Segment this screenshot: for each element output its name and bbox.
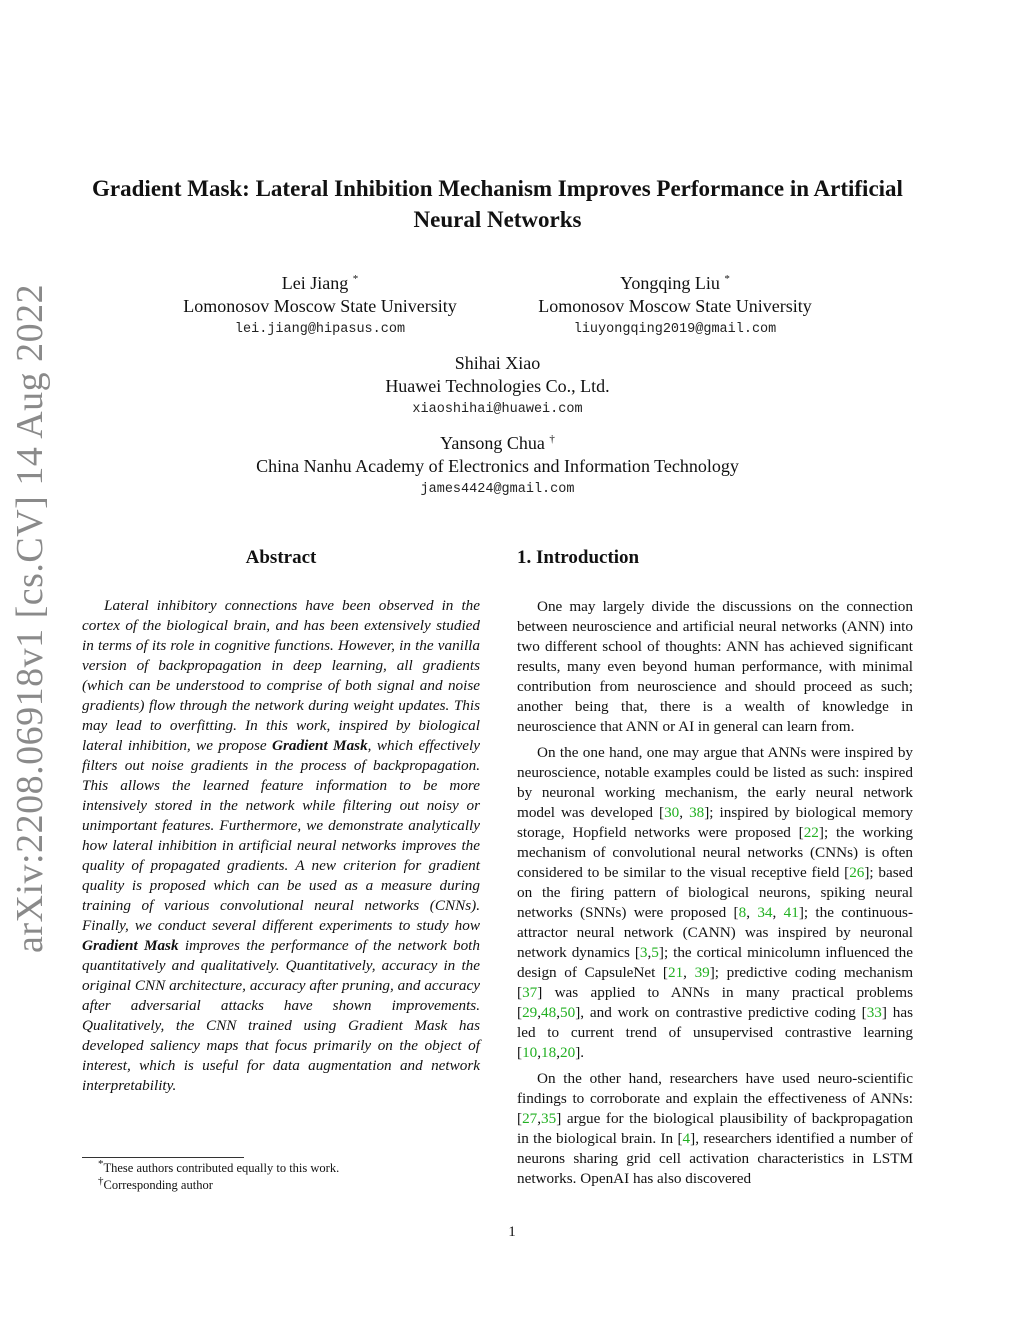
citation-link[interactable]: 20 <box>560 1044 576 1061</box>
intro-paragraph-2: On the one hand, one may argue that ANNs were inspired by neuroscience, notable examples could be listed as such: inspired by neuronal working mechanism, the early neural network model was developed [30, 38]; inspired by biological memory storage, Hopfield networks were proposed [22]; the working mechanism of convolutional neural networks (CNNs) is often considered to be similar to the visual receptive field [26]; based on the firing pattern of biological neurons, spiking neural networks (SNNs) were proposed [8, 34, 41]; the continuous-attractor neural network (CANN) was inspired by neuronal network dynamics [3,5]; the cortical minicolumn influenced the design of CapsuleNet [21, 39]; predictive coding mechanism [37] was applied to ANNs in many practical problems [29,48,50], and work on contrastive predictive coding [33] has led to current trend of unsupervised contrastive learning [10,18,20]. <box>517 744 914 1061</box>
citation-link[interactable]: 4 <box>682 1130 691 1147</box>
author-block-1 <box>150 272 490 342</box>
abstract-heading: Abstract <box>245 547 317 568</box>
intro-paragraph-1: One may largely divide the discussions on the connection between neuroscience and artificial neural networks (ANN) into two different school of thoughts: ANN has achieved significant results, many even beyond human performance, with minimal contribution from neuroscience and should proceed as such; another being that, there is a wealth of knowledge in neuroscience that ANN or AI in general can learn from. <box>517 598 913 735</box>
citation-link[interactable]: 37 <box>522 984 538 1001</box>
author-affiliation: Lomonosov Moscow State University <box>538 296 812 316</box>
citation-link[interactable]: 34 <box>757 904 773 921</box>
method-name: Gradient Mask <box>272 737 368 754</box>
footnote-2: †Corresponding author <box>98 1174 213 1192</box>
citation-link[interactable]: 22 <box>803 824 819 841</box>
author-mark: * <box>352 273 359 285</box>
abstract-text: Lateral inhibitory connections have been observed in the cortex of the biological brain, and has been extensively studied in terms of its role in cognitive functions. However, in the vanilla version of backpropagation in deep learning, all gradients (which can be understood to comprise of both signal and noise gradients) flow through the network during weight updates. This may lead to overfitting. In this work, inspired by biological lateral inhibition, we propose Gradient Mask, which effectively filters out noise gradients in the process of backpropagation. This allows the learned feature information to be more intensively stored in the network while filtering out noisy or unimportant features. Furthermore, we demonstrate analytically how lateral inhibition in artificial neural networks improves the quality of propagated gradients. A new criterion for gradient quality is proposed which can be used as a measure during training of various convolutional neural networks (CNNs). Finally, we conduct several different experiments to study how Gradient Mask improves the performance of the network both quantitatively and qualitatively. Quantitatively, accuracy in the original CNN architecture, accuracy after pruning, and accuracy after adversarial attacks have shown improvements. Qualitatively, the CNN trained using Gradient Mask has developed saliency maps that focus primarily on the object of interest, which is useful for data augmentation and network interpretability. <box>82 597 480 1094</box>
citation-link[interactable]: 3 <box>639 944 648 961</box>
citation-link[interactable]: 26 <box>849 864 865 881</box>
author-email: liuyongqing2019@gmail.com <box>573 322 777 337</box>
author-email: xiaoshihai@huawei.com <box>412 402 583 417</box>
citation-link[interactable]: 8 <box>738 904 747 921</box>
author-email: lei.jiang@hipasus.com <box>234 322 406 337</box>
abstract-section <box>82 545 480 1111</box>
author-affiliation: Huawei Technologies Co., Ltd. <box>385 376 610 396</box>
footnote-rule <box>82 1157 244 1158</box>
citation-link[interactable]: 29 <box>522 1004 538 1021</box>
citation-link[interactable]: 38 <box>689 804 705 821</box>
citation-link[interactable]: 39 <box>694 964 710 981</box>
method-name: Gradient Mask <box>82 937 179 954</box>
author-name: Lei Jiang <box>281 273 349 293</box>
citation-link[interactable]: 21 <box>667 964 684 981</box>
introduction-heading: 1. Introduction <box>517 547 640 568</box>
author-block-4 <box>200 432 795 502</box>
author-email: james4424@gmail.com <box>420 482 575 497</box>
citation-link[interactable]: 5 <box>651 944 659 961</box>
author-block-3 <box>300 352 695 422</box>
citation-link[interactable]: 35 <box>541 1110 557 1127</box>
author-name: Yansong Chua <box>440 433 545 453</box>
citation-link[interactable]: 27 <box>522 1110 538 1127</box>
author-name: Yongqing Liu <box>620 273 720 293</box>
author-mark: † <box>549 433 555 445</box>
arxiv-id: arXiv:2208.06918v1 [cs.CV] 14 Aug 2022 <box>9 283 51 953</box>
citation-link[interactable]: 18 <box>541 1044 557 1061</box>
author-name: Shihai Xiao <box>454 353 541 373</box>
citation-link[interactable]: 50 <box>560 1004 576 1021</box>
paper-title: Gradient Mask: Lateral Inhibition Mechanism Improves Performance in Artificial Neural Networks <box>92 176 903 232</box>
citation-link[interactable]: 41 <box>783 904 799 921</box>
footnotes <box>98 1157 340 1194</box>
author-mark: * <box>724 273 730 285</box>
intro-paragraph-3: On the other hand, researchers have used neuro-scientific findings to corroborate and explain the effectiveness of ANNs: [27,35] argue for the biological plausibility of backpropagation in the biological brain. In [4], researchers identified a number of neurons sharing grid cell activation characteristics in LSTM networks. OpenAI has also discovered <box>517 1070 913 1187</box>
arxiv-stamp <box>8 283 51 954</box>
citation-link[interactable]: 48 <box>541 1004 557 1021</box>
footnote-1: *These authors contributed equally to this work. <box>98 1157 340 1175</box>
author-affiliation: Lomonosov Moscow State University <box>183 296 457 316</box>
page-number: 1 <box>508 1224 516 1240</box>
citation-link[interactable]: 10 <box>522 1044 538 1061</box>
citation-link[interactable]: 33 <box>866 1004 882 1021</box>
citation-link[interactable]: 30 <box>664 804 680 821</box>
author-block-2 <box>505 272 845 342</box>
author-affiliation: China Nanhu Academy of Electronics and Information Technology <box>256 456 739 476</box>
introduction-section <box>517 545 913 1195</box>
